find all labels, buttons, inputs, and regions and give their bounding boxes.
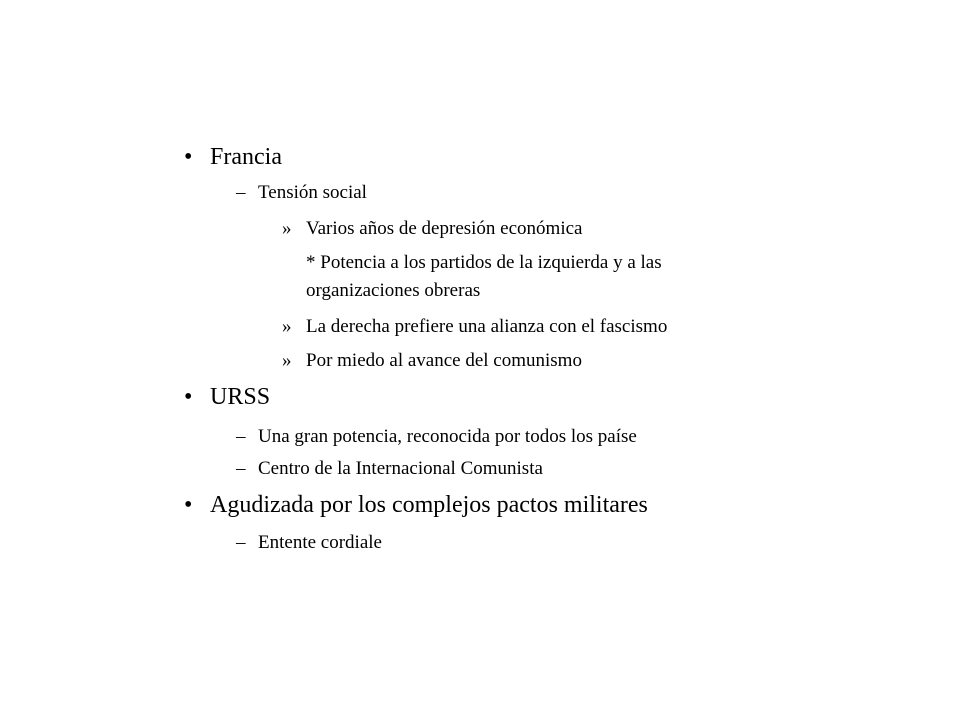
item-depresion-economica: Varios años de depresión económica [306,218,583,239]
heading-agudizada: Agudizada por los complejos pactos militares [210,492,648,518]
item-potencia-line-1: * Potencia a los partidos de la izquierda y a las [306,252,662,273]
item-miedo-comunismo: Por miedo al avance del comunismo [306,350,582,371]
heading-urss: URSS [210,384,271,410]
bullet-marker: • [184,144,193,170]
item-entente-cordiale: Entente cordiale [258,532,382,553]
item-internacional-comunista: Centro de la Internacional Comunista [258,458,543,479]
dash-marker: – [236,458,246,479]
item-gran-potencia: Una gran potencia, reconocida por todos los paíse [258,426,637,447]
dash-marker: – [236,426,246,447]
guillemet-marker: » [282,218,292,239]
guillemet-marker: » [282,350,292,371]
dash-marker: – [236,182,246,203]
heading-francia: Francia [210,144,282,170]
item-potencia-line-2: organizaciones obreras [306,280,481,301]
dash-marker: – [236,532,246,553]
guillemet-marker: » [282,316,292,337]
bullet-marker: • [184,492,193,518]
bullet-marker: • [184,384,193,410]
item-derecha-alianza: La derecha prefiere una alianza con el fascismo [306,316,668,337]
item-tension-social: Tensión social [258,182,367,203]
